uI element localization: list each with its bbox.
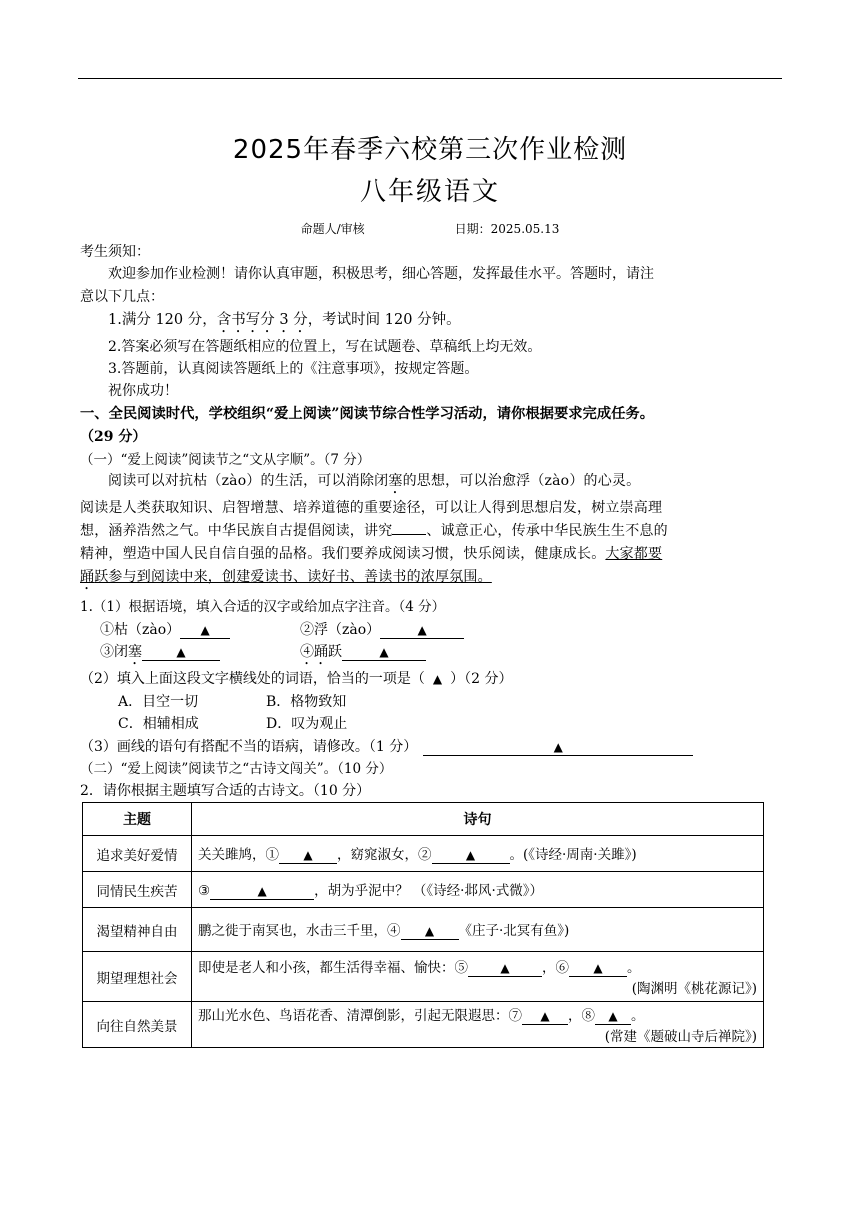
notice-intro-2: 意以下几点： <box>80 289 164 305</box>
passage-line-3: 想，涵养浩然之气。中华民族自古提倡阅读，讲究 、诚意正心，传承中华民族生生不息的 <box>80 523 668 539</box>
notice-wish: 祝你成功！ <box>108 383 178 399</box>
table-row: 向往自然美景 那山光水色、鸟语花香、清潭倒影，引起无限遐思：⑦ ▲ ，⑧ ▲ 。 (常建《题破山寺后禅院》) <box>83 1002 764 1048</box>
answer-blank[interactable]: ▲ <box>342 644 426 661</box>
answer-blank[interactable]: ▲ <box>380 622 464 639</box>
answer-blank[interactable]: ▲ <box>180 622 230 639</box>
q1-stem: 1.（1）根据语境，填入合适的汉字或给加点字注音。（4 分） <box>80 599 446 615</box>
answer-blank[interactable]: ▲ <box>432 847 510 864</box>
answer-blank[interactable]: ▲ <box>468 960 542 977</box>
option-c: C．相辅相成 <box>118 716 199 732</box>
part2-title: （二）“爱上阅读”阅读节之“古诗文闯关”。（10 分） <box>80 761 393 777</box>
notice-intro-1: 欢迎参加作业检测！请你认真审题，积极思考，细心答题，发挥最佳水平。答题时，请注 <box>108 266 654 282</box>
q1-blank-d: ④踊跃 ▲ <box>300 642 426 668</box>
q1-sub3: （3）画线的语句有搭配不当的语病，请修改。（1 分） ▲ <box>80 737 693 757</box>
answer-blank[interactable]: ▲ <box>401 923 459 940</box>
section1-score: （29 分） <box>80 429 147 445</box>
passage-line-5: 踊跃参与到阅读中来，创建爱读书、读好书、善读书的浓厚氛围。 <box>80 569 492 585</box>
section1-heading: 一、全民阅读时代，学校组织“爱上阅读”阅读节综合性学习活动，请你根据要求完成任务。 <box>80 406 655 422</box>
answer-blank[interactable]: ▲ <box>569 960 627 977</box>
exam-meta <box>0 219 860 239</box>
table-row: 追求美好爱情 关关雎鸠，① ▲ ，窈窕淑女，② ▲ 。(《诗经·周南·关雎》) <box>83 836 764 872</box>
table-row: 期望理想社会 即使是老人和小孩，都生活得幸福、愉快：⑤ ▲ ，⑥ ▲ 。 (陶渊明《桃花源记》) <box>83 952 764 1002</box>
emphasis-text: 含书写分 3 分 <box>216 312 308 328</box>
reading-passage <box>80 470 782 593</box>
answer-blank[interactable]: ▲ <box>210 883 314 900</box>
date-label: 日期：2025.05.13 <box>454 222 560 236</box>
col-topic: 主题 <box>83 803 192 836</box>
answer-blank[interactable]: ▲ <box>423 739 693 756</box>
q1-sub2: （2）填入上面这段文字横线处的词语，恰当的一项是（ ▲ ）（2 分） <box>80 671 513 687</box>
option-d: D．叹为观止 <box>266 716 348 732</box>
notice-item-2: 2.答案必须写在答题纸相应的位置上，写在试题卷、草稿纸上均无效。 <box>108 339 542 355</box>
answer-blank[interactable]: ▲ <box>595 1008 631 1025</box>
answer-blank[interactable]: ▲ <box>279 847 337 864</box>
q1-blank-b: ②浮（zào） ▲ <box>300 620 464 640</box>
part1-title: （一）“爱上阅读”阅读节之“文从字顺”。（7 分） <box>80 452 371 468</box>
q1-blank-c: ③闭塞 ▲ <box>100 642 220 668</box>
passage-line-2: 阅读是人类获取知识、启智增慧、培养道德的重要途径，可以让人得到思想启发，树立崇高理 <box>80 500 663 516</box>
option-b: B．格物致知 <box>266 694 347 710</box>
notice-heading: 考生须知： <box>80 244 150 260</box>
answer-blank[interactable]: ▲ <box>522 1008 568 1025</box>
poem-table <box>82 802 764 1048</box>
col-verse: 诗句 <box>192 803 764 836</box>
q1-blank-a: ①枯（zào） ▲ <box>100 620 230 640</box>
passage-line-4: 精神，塑造中国人民自信自强的品格。我们要养成阅读习惯，快乐阅读，健康成长。大家都要 <box>80 546 663 562</box>
q2-stem: 2．请你根据主题填写合适的古诗文。（10 分） <box>80 783 371 799</box>
author-label: 命题人/审核 <box>300 222 365 236</box>
table-row: 渴望精神自由 鹏之徙于南冥也，水击三千里，④ ▲ 《庄子·北冥有鱼》) <box>83 908 764 952</box>
option-a: A．目空一切 <box>118 694 199 710</box>
exam-subtitle: 八年级语文 <box>359 177 500 207</box>
header-rule <box>78 78 782 79</box>
answer-blank[interactable]: ▲ <box>142 644 220 661</box>
passage-line-1: 阅读可以对抗枯（zào）的生活，可以消除闭塞的思想，可以治愈浮（zào）的心灵。 <box>108 473 641 489</box>
table-row: 同情民生疾苦 ③ ▲ ，胡为乎泥中？ （《诗经·邶风·式微》） <box>83 872 764 908</box>
notice-item-3: 3.答题前，认真阅读答题纸上的《注意事项》，按规定答题。 <box>108 361 479 377</box>
notice-item-1: 1.满分 120 分，含书写分 3 分，考试时间 120 分钟。 <box>108 312 461 328</box>
exam-title: 2025年春季六校第三次作业检测 <box>232 135 628 165</box>
